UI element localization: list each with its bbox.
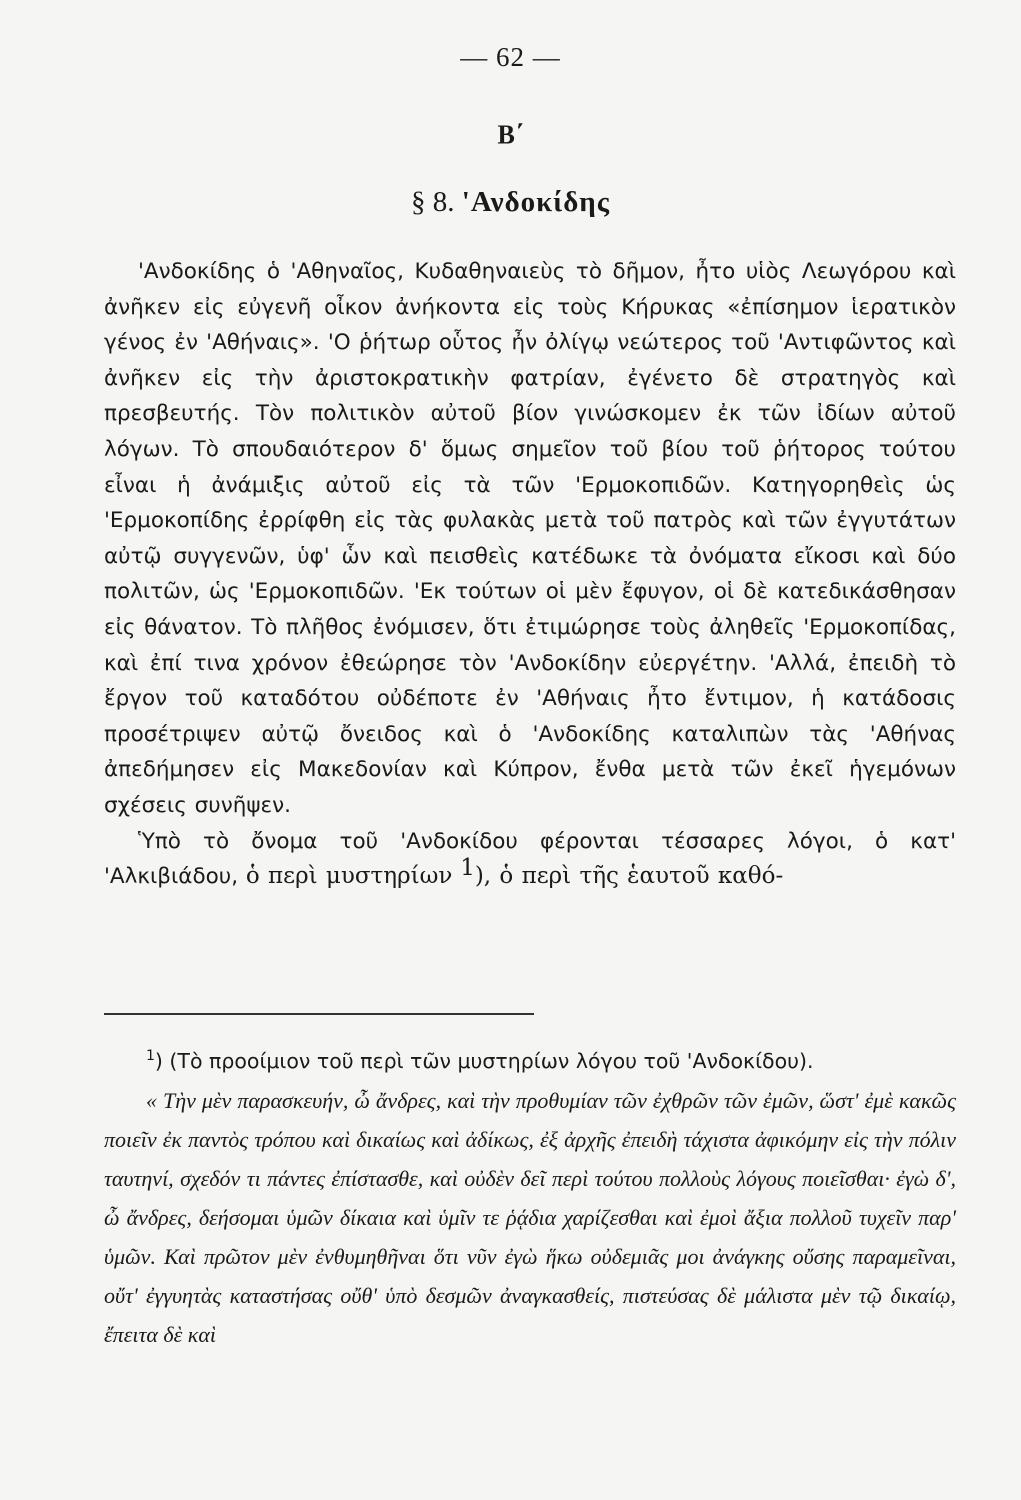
section-heading (0, 186, 1021, 219)
footnote-heading-text: ) (Τὸ προοίμιον τοῦ περὶ τῶν μυστηρίων λόγου τοῦ 'Ανδοκίδου). (154, 1049, 814, 1073)
footnote-reference[interactable]: 1 (460, 854, 475, 881)
footnote-heading (104, 1042, 956, 1081)
footnote-marker: 1 (146, 1048, 155, 1065)
paragraph-2-start: Ὑπὸ τὸ ὄνομα τοῦ 'Ανδοκίδου φέρονται τέσσαρες λόγοι, ὁ κατ' 'Αλκιβιάδου, (104, 828, 956, 890)
paragraph-2-larger: ὁ περὶ μυστηρίων (245, 863, 453, 890)
paragraph-2-end: ), ὁ περὶ τῆς ἑαυτοῦ καθό- (474, 863, 784, 890)
main-text (104, 254, 956, 895)
section-symbol: § 8. (411, 186, 455, 218)
footnote (104, 1042, 956, 1354)
body-paragraph-1: 'Ανδοκίδης ὁ 'Αθηναῖος, Κυδαθηναιεὺς τὸ δῆμον, ἦτο υἱὸς Λεωγόρου καὶ ἀνῆκεν εἰς εὐγενῆ οἶκον ἀνήκοντα εἰς τοὺς Κήρυκας «ἐπίσημον ἱερατικὸν γένος ἐν 'Αθήναις». 'Ο ῥήτωρ οὗτος ἦν ὀλίγῳ νεώτερος τοῦ 'Αντιφῶντος καὶ ἀνῆκεν εἰς τὴν ἀριστοκρατικὴν φατρίαν, ἐγένετο δὲ στρατηγὸς καὶ πρεσβευτής. Τὸν πολιτικὸν αὐτοῦ βίον γινώσκομεν ἐκ τῶν ἰδίων αὐτοῦ λόγων. Τὸ σπουδαιότερον δ' ὅμως σημεῖον τοῦ βίου τοῦ ῥήτορος τούτου εἶναι ἡ ἀνάμιξις αὐτοῦ εἰς τὰ τῶν 'Ερμοκοπιδῶν. Κατηγορηθεὶς ὡς 'Ερμοκοπίδης ἐρρίφθη εἰς τὰς φυλακὰς μετὰ τοῦ πατρὸς καὶ τῶν ἐγγυτάτων αὐτῷ συγγενῶν, ὑφ' ὧν καὶ πεισθεὶς κατέδωκε τὰ ὀνόματα εἴκοσι καὶ δύο πολιτῶν, ὡς 'Ερμοκοπιδῶν. 'Εκ τούτων οἱ μὲν ἔφυγον, οἱ δὲ κατεδικάσθησαν εἰς θάνατον. Τὸ πλῆθος ἐνόμισεν, ὅτι ἐτιμώρησε τοὺς ἀληθεῖς 'Ερμοκοπίδας, καὶ ἐπί τινα χρόνον ἐθεώρησε τὸν 'Ανδοκίδην εὐεργέτην. 'Αλλά, ἐπειδὴ τὸ ἔργον τοῦ καταδότου οὐδέποτε ἐν 'Αθήναις ἦτο ἔντιμον, ἡ κατάδοσις προσέτριψεν αὐτῷ ὄνειδος καὶ ὁ 'Ανδοκίδης καταλιπὼν τὰς 'Αθήνας ἀπεδήμησεν εἰς Μακεδονίαν καὶ Κύπρον, ἔνθα μετὰ τῶν ἐκεῖ ἡγεμόνων σχέσεις συνῆψεν. (104, 259, 956, 818)
page-number: — 62 — (460, 42, 561, 72)
footnote-quote: « Τὴν μὲν παρασκευήν, ὦ ἄνδρες, καὶ τὴν προθυμίαν τῶν ἐχθρῶν τῶν ἐμῶν, ὥστ' ἐμὲ κακῶς ποιεῖν ἐκ παντὸς τρόπου καὶ δικαίως καὶ ἀδίκως, ἐξ ἀρχῆς ἐπειδὴ τάχιστα ἀφικόμην εἰς τὴν πόλιν ταυτηνί, σχεδόν τι πάντες ἐπίστασθε, καὶ οὐδὲν δεῖ περὶ τούτου πολλοὺς λόγους ποιεῖσθαι· ἐγὼ δ', ὦ ἄνδρες, δεήσομαι ὑμῶν δίκαια καὶ ὑμῖν τε ῥᾴδια χαρίζεσθαι καὶ ἐμοὶ ἄξια πολλοῦ τυχεῖν παρ' ὑμῶν. Καὶ πρῶτον μὲν ἐνθυμηθῆναι ὅτι νῦν ἐγὼ ἥκω οὐδεμιᾶς μοι ἀνάγκης οὔσης παραμεῖναι, οὔτ' ἐγγυητὰς καταστήσας οὔθ' ὑπὸ δεσμῶν ἀναγκασθείς, πιστεύσας δὲ μάλιστα μὲν τῷ δικαίῳ, ἔπειτα δὲ καὶ (104, 1088, 956, 1347)
footnote-divider (104, 1013, 534, 1015)
section-letter: Β΄ (497, 120, 524, 149)
body-paragraph-2 (104, 824, 956, 895)
section-title: 'Ανδοκίδης (461, 186, 610, 218)
